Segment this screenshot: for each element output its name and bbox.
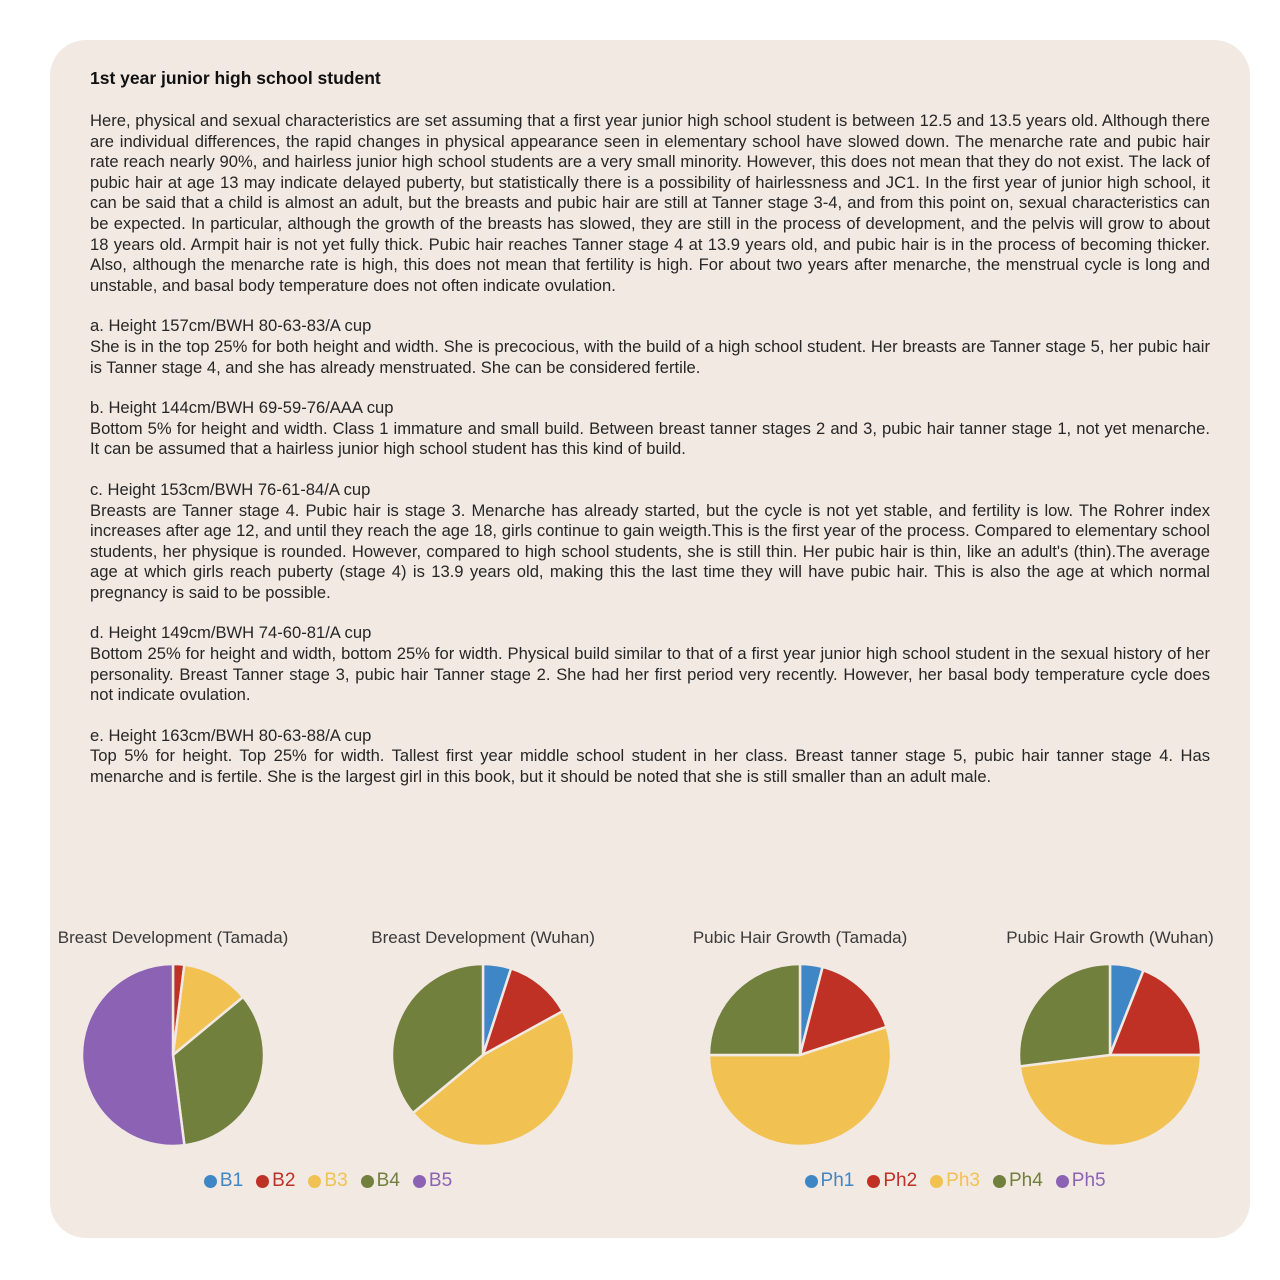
pie-chart-svg <box>390 962 576 1148</box>
document-card <box>50 40 1250 1238</box>
section-e-body: Top 5% for height. Top 25% for width. Tallest first year middle school student in her class. Breast tanner stage 5, pubic hair tanner stage 4. Has menarche and is fertile. She is the largest girl in this book, but it should be noted that she is still smaller than an adult male. <box>90 746 1210 787</box>
section-d <box>90 623 1210 705</box>
breast-development-tamada-chart <box>56 928 290 1148</box>
legend-label: Ph4 <box>1008 1170 1043 1191</box>
legend-item-Ph2 <box>867 1170 917 1192</box>
legend-item-B3 <box>308 1170 347 1192</box>
pie-chart-svg <box>1017 962 1203 1148</box>
legend-label: B1 <box>219 1170 244 1191</box>
section-b <box>90 398 1210 460</box>
chart-title: Breast Development (Wuhan) <box>371 928 595 947</box>
legend-label: Ph1 <box>820 1170 855 1191</box>
section-e-heading: e. Height 163cm/BWH 80-63-88/A cup <box>90 725 372 745</box>
legend-dot-icon <box>1056 1175 1069 1188</box>
section-d-body: Bottom 25% for height and width, bottom 25% for width. Physical build similar to that of a first year junior high school student in the sexual history of her personality. Breast Tanner stage 3, pubic hair Tanner stage 2. She had her first period very recently. However, her basal body temperature cycle does not indicate ovulation. <box>90 644 1210 705</box>
legend-dot-icon <box>413 1175 426 1188</box>
legend-dot-icon <box>204 1175 217 1188</box>
pie-slice-B5 <box>82 964 184 1146</box>
section-c-heading: c. Height 153cm/BWH 76-61-84/A cup <box>90 479 371 499</box>
legend-item-Ph5 <box>1056 1170 1106 1192</box>
pubic-hair-tamada-chart <box>683 928 917 1148</box>
chart-title: Pubic Hair Growth (Tamada) <box>692 928 908 947</box>
legend-dot-icon <box>361 1175 374 1188</box>
legend-item-Ph4 <box>993 1170 1043 1192</box>
section-a-body: She is in the top 25% for both height and width. She is precocious, with the build of a high school student. Her breasts are Tanner stage 5, her pubic hair is Tanner stage 4, and she has already menstruated. She can be considered fertile. <box>90 336 1210 377</box>
chart-title: Breast Development (Tamada) <box>57 928 289 947</box>
pubic-hair-chart-group <box>660 928 1250 1192</box>
section-b-body: Bottom 5% for height and width. Class 1 immature and small build. Between breast tanner stages 2 and 3, pubic hair tanner stage 1, not yet menarche. It can be assumed that a hairless junior high school student has this kind of build. <box>90 418 1210 459</box>
legend-label: B4 <box>376 1170 400 1191</box>
text-block <box>90 68 1210 808</box>
section-b-heading: b. Height 144cm/BWH 69-59-76/AAA cup <box>90 398 394 418</box>
legend-label: Ph2 <box>883 1170 918 1191</box>
legend-item-B5 <box>413 1170 452 1192</box>
legend-label: Ph3 <box>946 1170 980 1191</box>
section-a-heading: a. Height 157cm/BWH 80-63-83/A cup <box>90 316 372 336</box>
page-title: 1st year junior high school student <box>90 68 381 88</box>
pie-slice-Ph3 <box>1020 1055 1201 1146</box>
legend-dot-icon <box>993 1175 1006 1188</box>
section-e <box>90 726 1210 788</box>
pie-chart-svg <box>707 962 893 1148</box>
pie-chart-svg <box>80 962 266 1148</box>
charts-area <box>50 928 1250 1192</box>
legend-label: Ph5 <box>1071 1170 1106 1191</box>
pubic-hair-wuhan-chart <box>993 928 1227 1148</box>
legend-item-B4 <box>361 1170 400 1192</box>
legend-label: B5 <box>428 1170 453 1191</box>
breast-development-chart-group <box>50 928 606 1192</box>
legend-item-Ph3 <box>930 1170 980 1192</box>
pie-slice-Ph4 <box>709 964 800 1055</box>
intro-paragraph: Here, physical and sexual characteristics are set assuming that a first year junior high school student is between 12.5 and 13.5 years old. Although there are individual differences, the rapid changes in physical appearance seen in elementary school have slowed down. The menarche rate and pubic hair rate reach nearly 90%, and hairless junior high school students are a very small minority. However, this does not mean that they do not exist. The lack of pubic hair at age 13 may indicate delayed puberty, but statistically there is a possibility of hairlessness and JC1. In the first year of junior high school, it can be said that a child is almost an adult, but the breasts and pubic hair are still at Tanner stage 3-4, and from this point on, sexual characteristics can be expected. In particular, although the growth of the breasts has slowed, they are still in the process of development, and the pelvis will grow to about 18 years old. Armpit hair is not yet fully thick. Pubic hair reaches Tanner stage 4 at 13.9 years old, and pubic hair is in the process of becoming thicker. Also, although the menarche rate is high, this does not mean that fertility is high. For about two years after menarche, the menstrual cycle is long and unstable, and basal body temperature does not often indicate ovulation. <box>90 111 1210 295</box>
legend-label: B2 <box>272 1170 296 1191</box>
legend-label: B3 <box>324 1170 348 1191</box>
legend-dot-icon <box>805 1175 818 1188</box>
pie-slice-Ph4 <box>1019 964 1110 1066</box>
legend-dot-icon <box>930 1175 943 1188</box>
legend-dot-icon <box>256 1175 269 1188</box>
legend-item-Ph1 <box>805 1170 855 1192</box>
chart-title: Pubic Hair Growth (Wuhan) <box>1006 928 1214 947</box>
section-c-body: Breasts are Tanner stage 4. Pubic hair is stage 3. Menarche has already started, but the cycle is not yet stable, and fertility is low. The Rohrer index increases after age 12, and until they reach the age 18, girls continue to gain weigth.This is the first year of the process. Compared to elementary school students, her physique is rounded. However, compared to high school students, she is still thin. Her pubic hair is thin, like an adult's (thin).The average age at which girls reach puberty (stage 4) is 13.9 years old, making this the last time they will have pubic hair. This is also the age at which normal pregnancy is said to be possible. <box>90 500 1210 602</box>
pubic-hair-stages-legend <box>660 1170 1250 1192</box>
legend-dot-icon <box>867 1175 880 1188</box>
breast-stages-legend <box>50 1170 606 1192</box>
legend-item-B1 <box>204 1170 243 1192</box>
legend-dot-icon <box>308 1175 321 1188</box>
section-a <box>90 316 1210 378</box>
section-d-heading: d. Height 149cm/BWH 74-60-81/A cup <box>90 623 372 643</box>
breast-development-wuhan-chart <box>366 928 600 1148</box>
section-c <box>90 480 1210 604</box>
legend-item-B2 <box>256 1170 295 1192</box>
